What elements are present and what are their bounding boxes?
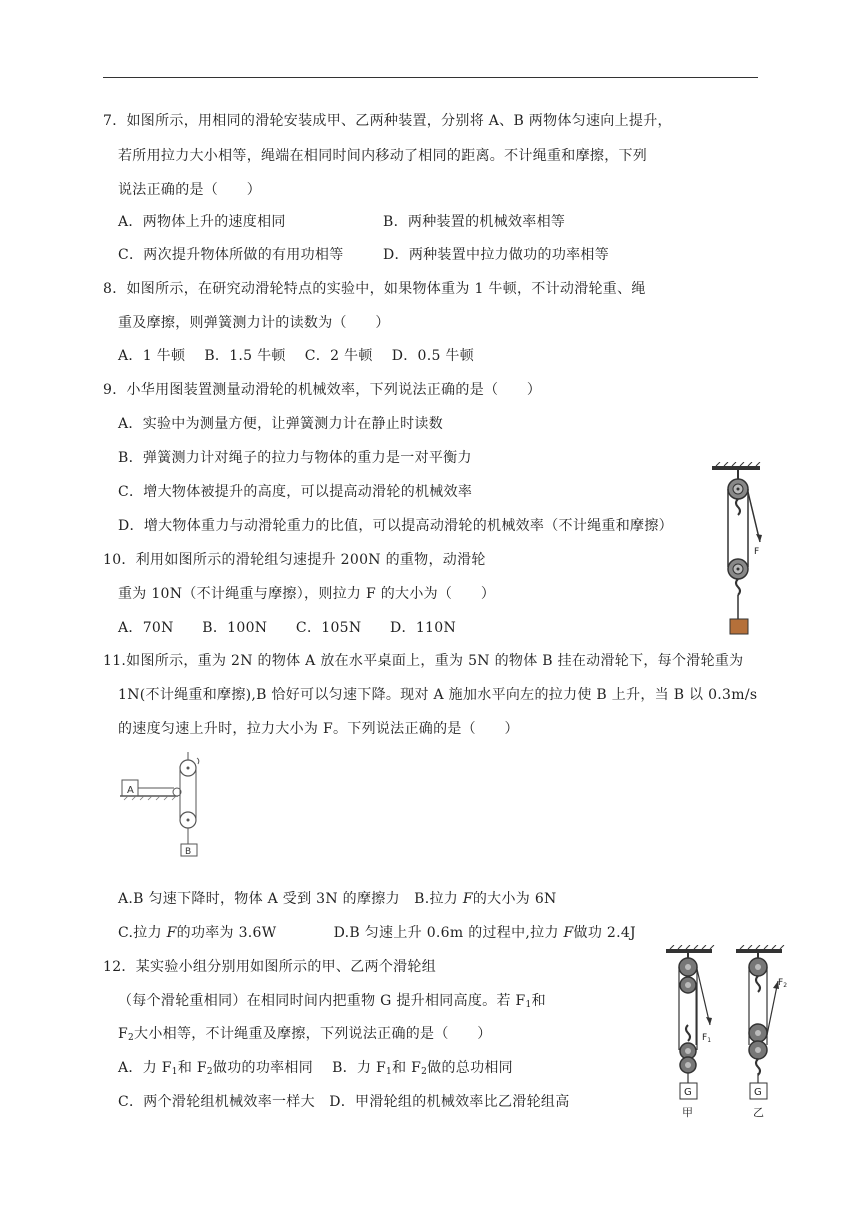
force-label-f: F [754, 547, 760, 557]
q9-option-c: C．增大物体被提升的高度，可以提高动滑轮的机械效率 [118, 484, 473, 500]
weight-g-yi: G [754, 1087, 762, 1098]
block-a-label: A [127, 785, 134, 796]
q7-option-a: A．两物体上升的速度相同 [118, 214, 286, 230]
q9-option-d: D．增大物体重力与动滑轮重力的比值，可以提高动滑轮的机械效率（不计绳重和摩擦） [118, 518, 673, 534]
q7-line-1: 7．如图所示，用相同的滑轮安装成甲、乙两种装置，分别将 A、B 两物体匀速向上提升， [103, 113, 672, 129]
q8-line-1: 8．如图所示，在研究动滑轮特点的实验中，如果物体重为 1 牛顿，不计动滑轮重、绳 [103, 281, 646, 297]
q7-line-3: 说法正确的是（ ） [118, 182, 261, 198]
pulley-figure-q11 [118, 752, 218, 860]
pulley-figure-q10 [708, 462, 764, 640]
pulley-figure-q12 [660, 945, 795, 1123]
weight-g-jia: G [684, 1087, 692, 1098]
q7-line-2: 若所用拉力大小相等，绳端在相同时间内移动了相同的距离。不计绳重和摩擦，下列 [118, 148, 648, 164]
label-yi: 乙 [753, 1106, 764, 1119]
q11-line-1: 11.如图所示，重为 2N 的物体 A 放在水平桌面上，重为 5N 的物体 B 挂在动滑轮下，每个滑轮重为 [103, 653, 744, 669]
q10-line-2: 重为 10N（不计绳重与摩擦），则拉力 F 的大小为（ ） [118, 586, 496, 602]
q7-option-c: C．两次提升物体所做的有用功相等 [118, 247, 344, 263]
q12-line-1: 12．某实验小组分别用如图所示的甲、乙两个滑轮组 [103, 959, 437, 975]
q7-option-b: B．两种装置的机械效率相等 [383, 214, 566, 230]
force-label-f1: $F_1$ [702, 1033, 712, 1044]
q12-options-ab: A．力 $F_1$和 $F_2$做功的功率相同 B．力 $F_1$和 $F_2$做的总功相同 [118, 1060, 513, 1077]
q9-option-a: A．实验中为测量方便，让弹簧测力计在静止时读数 [118, 416, 444, 432]
q12-line-2: （每个滑轮重相同）在相同时间内把重物 G 提升相同高度。若 $F_1$和 [118, 993, 546, 1010]
force-label-f2: $F_2$ [778, 978, 788, 989]
q10-options: A．70N B．100N C．105N D．110N [118, 620, 457, 636]
q11-options-cd: C.拉力 F的功率为 3.6W D.B 匀速上升 0.6m 的过程中,拉力 F做功 2.4J [118, 925, 636, 941]
q12-line-3: $F_2$大小相等，不计绳重及摩擦，下列说法正确的是（ ） [118, 1026, 492, 1043]
q7-option-d: D．两种装置中拉力做功的功率相等 [383, 247, 610, 263]
q11-line-2: 1N(不计绳重和摩擦),B 恰好可以匀速下降。现对 A 施加水平向左的拉力使 B 上升，当 B 以 0.3m/s [118, 687, 758, 703]
q12-options-cd: C．两个滑轮组机械效率一样大 D．甲滑轮组的机械效率比乙滑轮组高 [118, 1094, 570, 1110]
q11-line-3: 的速度匀速上升时，拉力大小为 F。下列说法正确的是（ ） [118, 721, 519, 737]
q9-option-b: B．弹簧测力计对绳子的拉力与物体的重力是一对平衡力 [118, 450, 472, 466]
q8-options: A．1 牛顿 B．1.5 牛顿 C．2 牛顿 D．0.5 牛顿 [118, 348, 475, 364]
q9-line-1: 9．小华用图装置测量动滑轮的机械效率，下列说法正确的是（ ） [103, 382, 542, 398]
q11-options-ab: A.B 匀速下降时，物体 A 受到 3N 的摩擦力 B.拉力 F的大小为 6N [118, 891, 557, 907]
q8-line-2: 重及摩擦，则弹簧测力计的读数为（ ） [118, 315, 390, 331]
q10-line-1: 10．利用如图所示的滑轮组匀速提升 200N 的重物，动滑轮 [103, 552, 486, 568]
block-b-label: B [185, 847, 192, 857]
header-rule [103, 77, 758, 78]
label-jia: 甲 [682, 1106, 693, 1119]
